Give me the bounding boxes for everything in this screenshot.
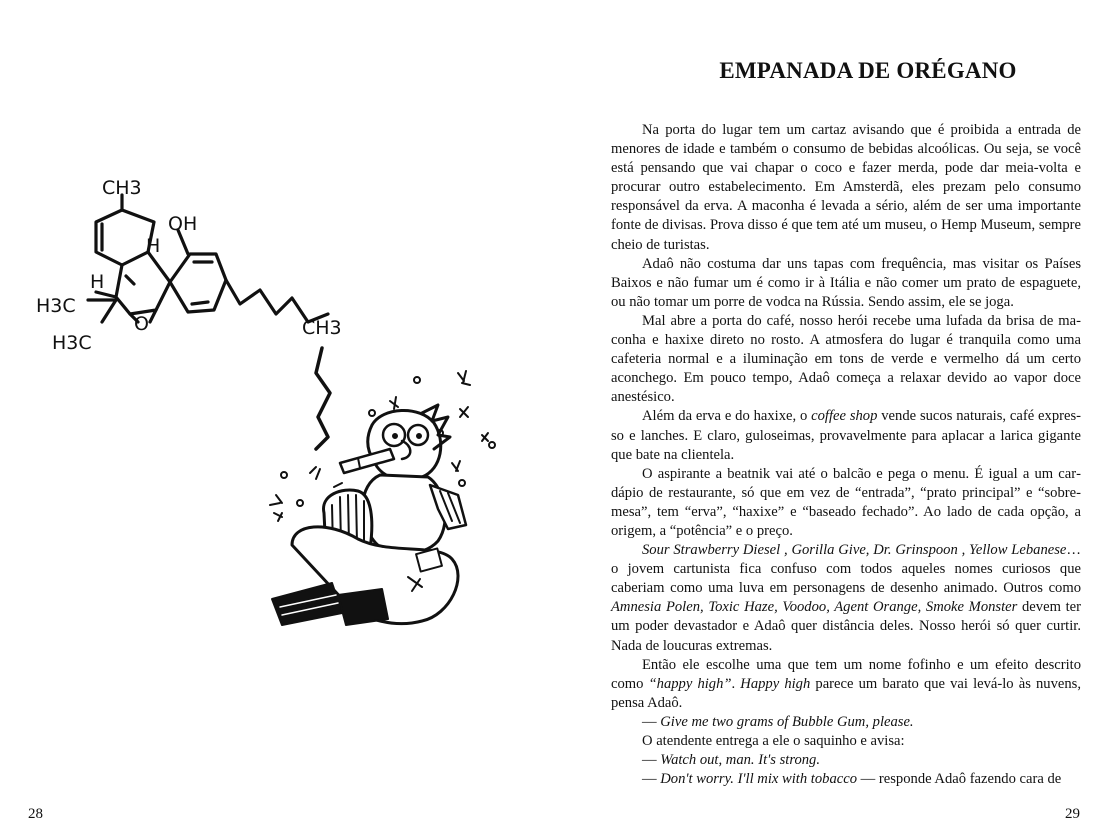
right-page <box>554 0 1108 839</box>
text-run: devem ter um poder devastador e Adaô quer distância deles. Nosso herói só quer curtir. Nada de loucuras extremas. <box>611 599 1081 654</box>
ch3-label: CH3 <box>102 177 142 199</box>
h3c-label-upper: H3C <box>36 295 76 317</box>
text-run: Na porta do lugar tem um cartaz avisando que é proibida a entrada de menores de idade e também o consumo de bebidas alcoólicas. Ou seja, se você está pensando que vai chapar o coco e fazer merda, pode dar meia-volta e procurar outro estabelecimento. Em Amsterdã, eles prezam pelo consumo responsável da erva. A maconha é levada a sério, além de ser uma importante fonte de divisas. Prova disso é que tem até um museu, o Hemp Museum, sempre cheio de turistas. <box>611 122 1081 253</box>
text-run: Então ele escolhe uma que tem um nome fofinho e um efeito descrito como <box>611 656 1081 692</box>
page-number-left: 28 <box>28 806 43 822</box>
body-paragraph <box>611 312 1081 407</box>
ring-oxygen-label: O <box>134 313 149 335</box>
h-label-left: H <box>90 271 105 293</box>
text-run: Adaô não costuma dar uns tapas com frequência, mas visitar os Países Baixos e não fumar um é como ir à Itália e não comer um prato de espaguete, ou não tomar um porre de vodca na Rússia. Sendo assim, ele se joga. <box>611 255 1081 310</box>
body-paragraph <box>611 255 1081 312</box>
page-number-right: 29 <box>1065 806 1080 822</box>
chapter-body <box>611 121 1081 789</box>
text-run: Além da erva e do haxixe, o <box>642 408 812 425</box>
italic-run: Watch out, man. It's strong. <box>660 752 820 769</box>
body-paragraph <box>611 407 1081 464</box>
italic-run: Happy high <box>740 675 811 692</box>
text-run: . <box>731 675 741 692</box>
h3c-label-lower: H3C <box>52 332 92 354</box>
cartoon-character-illustration <box>262 345 512 645</box>
body-paragraph <box>611 732 1081 751</box>
body-paragraph <box>611 713 1081 732</box>
ch3-tail-label: CH3 <box>302 317 342 339</box>
italic-run: “happy high” <box>648 675 732 692</box>
body-paragraph <box>611 541 1081 656</box>
text-run: O atendente entrega a ele o saquinho e avisa: <box>642 733 905 749</box>
chapter-title: EMPANADA DE ORÉGANO <box>719 58 1017 83</box>
body-paragraph <box>611 465 1081 541</box>
body-paragraph <box>611 770 1081 789</box>
thc-molecule-illustration <box>30 172 360 372</box>
text-run: — responde Adaô fazendo cara de <box>857 771 1062 788</box>
text-run: … o jovem cartunista fica confuso com todos aqueles nomes curiosos que caberiam como uma luva em personagens de desenho animado. Outros como <box>611 542 1081 597</box>
body-paragraph <box>611 121 1081 255</box>
h-label: H <box>146 235 161 257</box>
italic-run: Don't worry. I'll mix with tobacco <box>660 771 858 788</box>
text-run: — <box>642 771 661 788</box>
text-run: — <box>642 713 661 730</box>
italic-run: Amnesia Polen, Toxic Haze, Voodoo, Agent Orange, Smoke Monster <box>611 599 1018 616</box>
text-run: parece um barato que vai levá-lo às nuvens, pensa Adaô. <box>611 675 1081 711</box>
body-paragraph <box>611 656 1081 713</box>
text-run: — <box>642 752 661 769</box>
text-run: vende sucos naturais, café expresso e lanches. E claro, guloseimas, provavelmente para aplacar a larica gigante que bate na clientela. <box>611 408 1082 463</box>
italic-run: Sour Strawberry Diesel , Gorilla Give, Dr. Grinspoon , Yellow Lebanese <box>642 542 1067 559</box>
oh-label: OH <box>168 213 198 235</box>
text-run: Mal abre a porta do café, nosso herói recebe uma lufada da brisa de maconha e haxixe direto no rosto. A atmosfera do lugar é tranquila como uma cafeteria normal e a iluminação em tons de verde e vermelho dá um certo aconchego. Em pouco tempo, Adaô começa a relaxar devido ao vapor doce anestésico. <box>611 312 1081 406</box>
body-paragraph <box>611 751 1081 770</box>
italic-run: coffee shop <box>811 408 878 425</box>
italic-run: Give me two grams of Bubble Gum, please. <box>660 713 914 730</box>
text-run: O aspirante a beatnik vai até o balcão e pega o menu. É igual a um cardápio de restaurante, só que em vez de “entrada”, “prato principal” e “sobremesa”, tem “erva”, “haxixe” e “baseado fechado”. Ao lado de cada opção, a origem, a “potência” e o preço. <box>611 465 1081 539</box>
